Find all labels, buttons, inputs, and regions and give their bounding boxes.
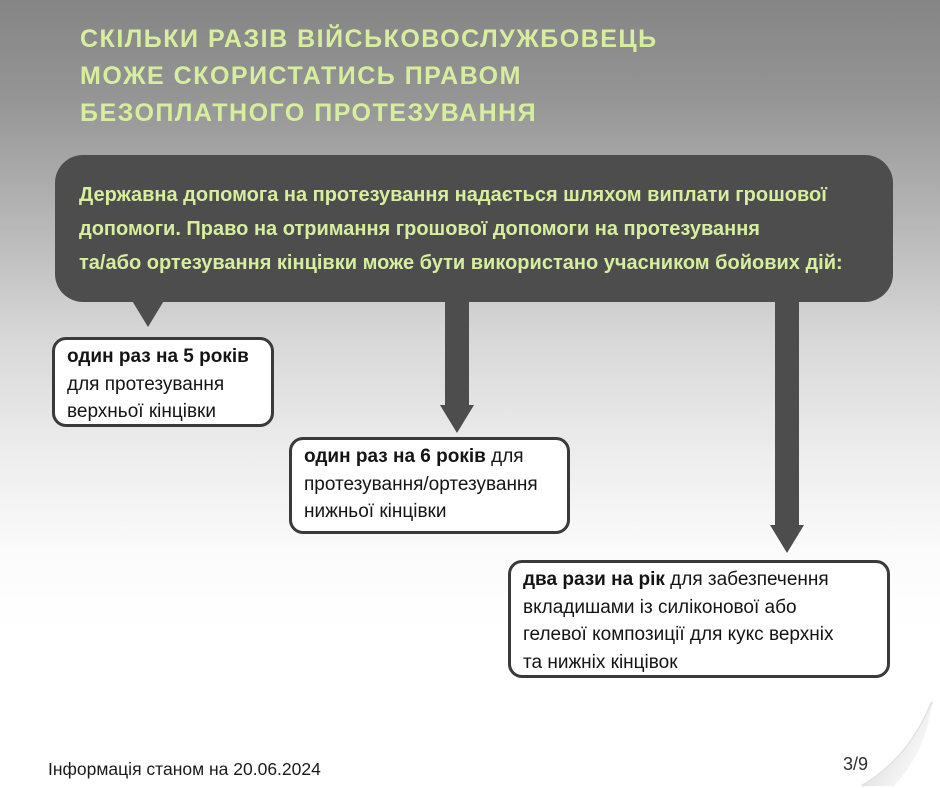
page-indicator: 3/9 [843, 754, 869, 774]
card-line: протезування/ортезування [304, 473, 538, 495]
arrow-down-icon [131, 299, 165, 327]
card-line: гелевої композиції для кукс верхніх [523, 624, 834, 645]
card-line: один раз на 6 років для [304, 446, 524, 467]
page-title [80, 21, 658, 132]
card-line: для протезування [67, 373, 225, 395]
card-line: два рази на рік для забезпечення [523, 569, 829, 590]
arrow-down-icon [440, 405, 474, 433]
benefit-card-upper-limb [52, 337, 274, 427]
benefit-card-lower-limb [289, 437, 570, 534]
card-line: вкладишами із силіконової або [523, 596, 797, 618]
page-curl-icon [848, 692, 940, 788]
page-title-line: БЕЗОПЛАТНОГО ПРОТЕЗУВАННЯ [80, 99, 538, 127]
intro-text-line: допомоги. Право на отримання грошової допомоги на протезування [79, 218, 760, 240]
arrow-down-stem [775, 299, 799, 527]
arrow-down-stem [445, 299, 469, 407]
intro-callout-box [55, 155, 893, 302]
benefit-card-liners [508, 560, 890, 678]
card-line: та нижніх кінцівок [523, 651, 678, 673]
card-line: нижньої кінцівки [304, 501, 447, 522]
intro-text-line: та/або ортезування кінцівки може бути використано учасником бойових дій: [79, 252, 843, 274]
intro-text-line: Державна допомога на протезування надається шляхом виплати грошової [79, 184, 827, 206]
card-line: верхньої кінцівки [67, 401, 216, 422]
arrow-down-icon [770, 525, 804, 553]
page-title-line: СКІЛЬКИ РАЗІВ ВІЙСЬКОВОСЛУЖБОВЕЦЬ [80, 25, 658, 53]
info-date-label: Інформація станом на 20.06.2024 [48, 759, 321, 779]
page-title-line: МОЖЕ СКОРИСТАТИСЬ ПРАВОМ [80, 62, 522, 90]
card-line: один раз на 5 років [67, 346, 249, 367]
